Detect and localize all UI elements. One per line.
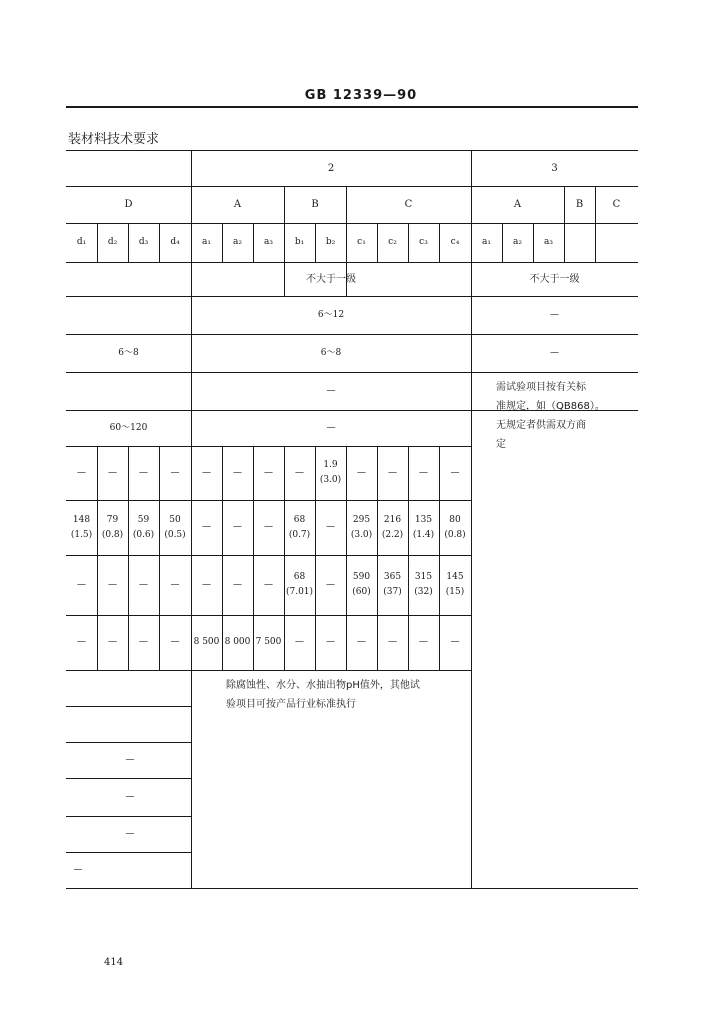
group-2-header: 2 — [327, 162, 335, 174]
subheader-x2: a₂ — [513, 237, 522, 247]
section-title: 装材料技术要求 — [68, 132, 160, 147]
column-2A-header: A — [233, 199, 242, 210]
column-2C-header: C — [404, 199, 413, 210]
column-D-header: D — [124, 199, 133, 210]
subheader-d2: d₂ — [107, 237, 118, 247]
r8-d1: — — [77, 579, 86, 590]
note-group-3: 需试验项目按有关标 准规定，如（QB868）。 无规定者供需双方商 定 — [496, 382, 605, 450]
subheader-c3: c₃ — [419, 237, 428, 247]
standard-header: GB 12339—90 — [304, 88, 418, 103]
r9-d4: — — [170, 637, 180, 647]
r7-a3: — — [264, 522, 273, 532]
subheader-a2: a₂ — [233, 237, 242, 247]
row2-group-3: — — [550, 309, 559, 320]
r8-d3: — — [139, 579, 148, 590]
r6-a2: — — [233, 467, 242, 478]
r8-c4: 145 (15) — [445, 572, 465, 597]
note-group-2: 除腐蚀性、水分、水抽出物pH值外，其他试 验项目可按产品行业标准执行 — [226, 680, 420, 710]
r8-d2: — — [108, 579, 117, 590]
column-3A-header: A — [513, 199, 522, 210]
r7-d1: 148 (1.5) — [70, 514, 93, 540]
r8-b2: — — [326, 579, 335, 590]
r9-c2: — — [388, 637, 397, 647]
r7-c4: 80 (0.8) — [444, 514, 466, 540]
table-rule — [66, 670, 471, 671]
r7-d2: 79 (0.8) — [101, 514, 124, 540]
r9-b2: — — [326, 637, 335, 647]
r9-d2: — — [108, 637, 117, 647]
r9-c3: — — [419, 637, 428, 647]
table-rule — [66, 888, 638, 889]
r6-d2: — — [108, 467, 117, 478]
column-2B-header: B — [311, 199, 319, 210]
subheader-x1: a₁ — [482, 237, 491, 247]
r7-c3: 135 (1.4) — [412, 514, 435, 540]
r6-c2: — — [388, 467, 397, 478]
r6-a1: — — [202, 467, 211, 478]
r9-a2: 8 000 — [224, 637, 251, 647]
subheader-a3: a₃ — [264, 237, 273, 247]
row3-group-3: — — [550, 347, 559, 358]
r7-c1: 295 (3.0) — [350, 514, 373, 540]
bottom-left-dash-4: — — [73, 864, 83, 875]
subheader-d4: d₄ — [170, 237, 180, 247]
r7-b1: 68 (0.7) — [288, 514, 311, 540]
r9-d3: — — [139, 637, 148, 647]
r6-d4: — — [170, 467, 180, 478]
grade-group-3: 不大于一级 — [529, 273, 580, 285]
r8-c1: 590 (60) — [352, 572, 371, 597]
bottom-left-dash-3: — — [125, 828, 135, 839]
r9-b1: — — [295, 637, 304, 647]
r6-c1: — — [357, 467, 366, 478]
r9-c4: — — [450, 637, 460, 647]
r8-a1: — — [202, 579, 211, 590]
r9-a1: 8 500 — [193, 637, 220, 647]
r9-a3: 7 500 — [255, 637, 282, 647]
r7-d4: 50 (0.5) — [164, 514, 186, 540]
row2-group-2: 6～12 — [317, 309, 345, 320]
r7-b2: — — [326, 522, 335, 532]
r7-a1: — — [202, 522, 211, 532]
r8-d4: — — [170, 579, 180, 590]
r6-d1: — — [77, 467, 86, 478]
r6-a3: — — [264, 467, 273, 478]
subheader-a1: a₁ — [202, 237, 211, 247]
r6-b1: — — [295, 467, 304, 478]
r6-c3: — — [419, 467, 428, 478]
bottom-left-dash-2: — — [125, 791, 135, 802]
subheader-d1: d₁ — [76, 237, 87, 247]
page-number: 414 — [104, 957, 124, 968]
subheader-d3: d₃ — [138, 237, 149, 247]
r8-b1: 68 (7.01) — [285, 572, 314, 597]
subheader-b1: b₁ — [294, 237, 305, 247]
r8-a3: — — [264, 579, 273, 590]
bottom-left-dash-1: — — [125, 754, 135, 765]
r6-b2: 1.9 (3.0) — [319, 460, 342, 485]
row3-D: 6～8 — [118, 347, 139, 358]
r8-c3: 315 (32) — [414, 572, 433, 597]
subheader-c4: c₄ — [450, 237, 460, 247]
r6-d3: — — [139, 467, 148, 478]
grade-group-2: 不大于一级 — [306, 273, 356, 285]
subheader-c2: c₂ — [388, 237, 397, 247]
row5-group-2: — — [326, 422, 336, 433]
r7-d3: 59 (0.6) — [132, 514, 155, 540]
table-rule — [66, 706, 191, 707]
r7-a2: — — [233, 522, 242, 532]
column-3C-header: C — [612, 199, 621, 210]
column-3B-header: B — [575, 199, 584, 210]
header-rule — [66, 106, 638, 108]
subheader-b2: b₂ — [325, 237, 336, 247]
r8-a2: — — [233, 579, 242, 590]
r9-d1: — — [77, 637, 86, 647]
row5-D: 60～120 — [109, 422, 148, 433]
r9-c1: — — [357, 637, 366, 647]
subheader-x3: a₃ — [544, 237, 553, 247]
row4-group-2: — — [326, 385, 336, 396]
r8-c2: 365 (37) — [383, 572, 402, 597]
r7-c2: 216 (2.2) — [381, 514, 404, 540]
r6-c4: — — [450, 467, 460, 478]
subheader-c1: c₁ — [357, 237, 366, 247]
group-3-header: 3 — [551, 162, 558, 174]
row3-group-2: 6～8 — [320, 347, 342, 358]
